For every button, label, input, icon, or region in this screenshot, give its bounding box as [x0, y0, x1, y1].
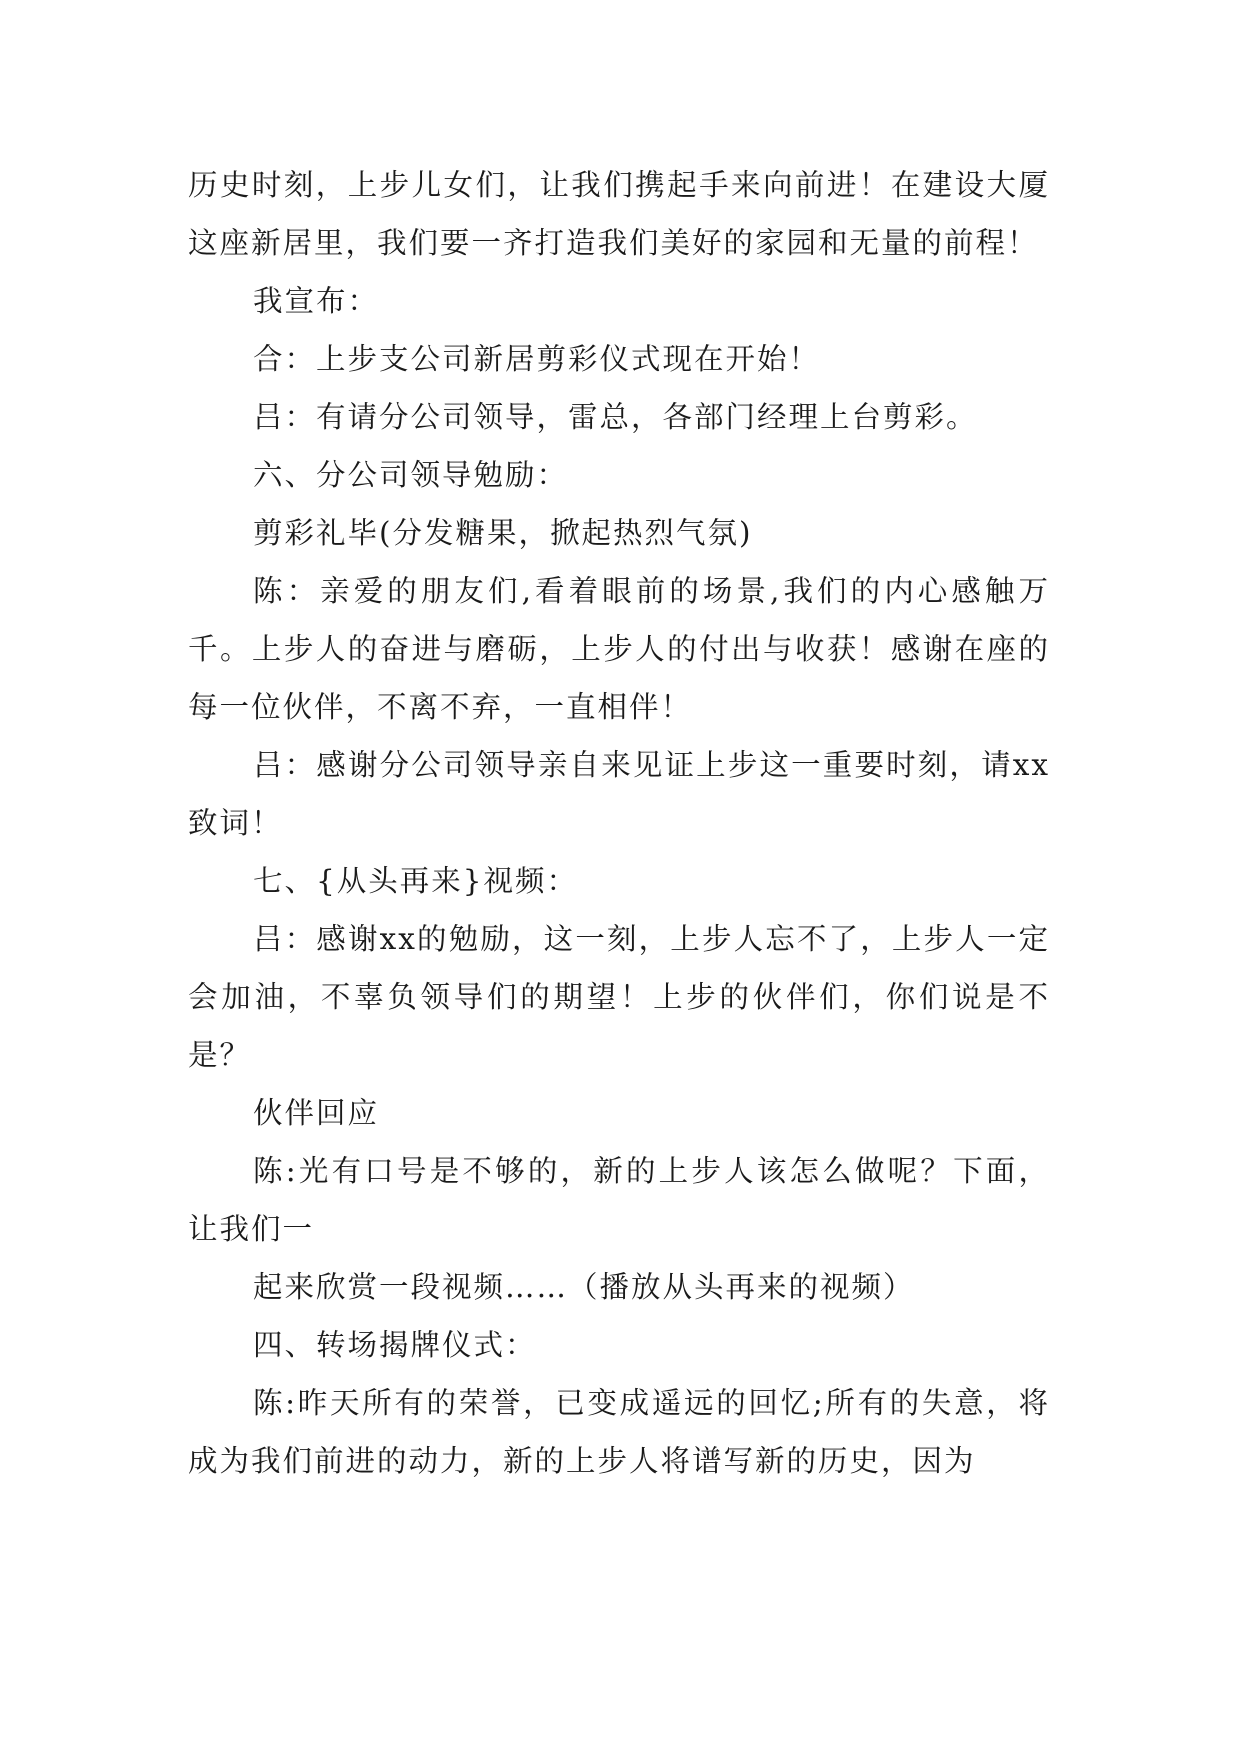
- paragraph: 我宣布：: [253, 284, 380, 318]
- paragraph: 历史时刻，上步儿女们，让我们携起手来向前进！在建设大厦这座新居里，我们要一齐打造我们美好的家园和无量的前程！: [188, 168, 1050, 260]
- document-body: [188, 156, 1050, 1490]
- paragraph: 吕：有请分公司领导，雷总，各部门经理上台剪彩。: [253, 400, 978, 434]
- paragraph: 吕：感谢分公司领导亲自来见证上步这一重要时刻，请xx致词！: [188, 748, 1050, 840]
- paragraph: 合：上步支公司新居剪彩仪式现在开始！: [253, 342, 821, 376]
- paragraph: 陈:昨天所有的荣誉，已变成遥远的回忆;所有的失意，将成为我们前进的动力，新的上步人将谱写新的历史，因为: [188, 1386, 1050, 1478]
- paragraph: 吕：感谢xx的勉励，这一刻，上步人忘不了，上步人一定会加油，不辜负领导们的期望！上步的伙伴们，你们说是不是？: [188, 922, 1050, 1072]
- section-heading: 七、{从头再来}视频：: [253, 864, 579, 898]
- paragraph: 陈:光有口号是不够的，新的上步人该怎么做呢？下面，让我们一: [188, 1154, 1050, 1246]
- paragraph: 陈：亲爱的朋友们,看着眼前的场景,我们的内心感触万千。上步人的奋进与磨砺，上步人的付出与收获！感谢在座的每一位伙伴，不离不弃，一直相伴！: [188, 574, 1050, 724]
- paragraph: 剪彩礼毕(分发糖果，掀起热烈气氛): [253, 516, 753, 550]
- paragraph: 起来欣赏一段视频……（播放从头再来的视频）: [253, 1270, 915, 1304]
- paragraph: 伙伴回应: [253, 1096, 380, 1130]
- section-heading: 六、分公司领导勉励：: [253, 458, 569, 492]
- section-heading: 四、转场揭牌仪式：: [253, 1328, 537, 1362]
